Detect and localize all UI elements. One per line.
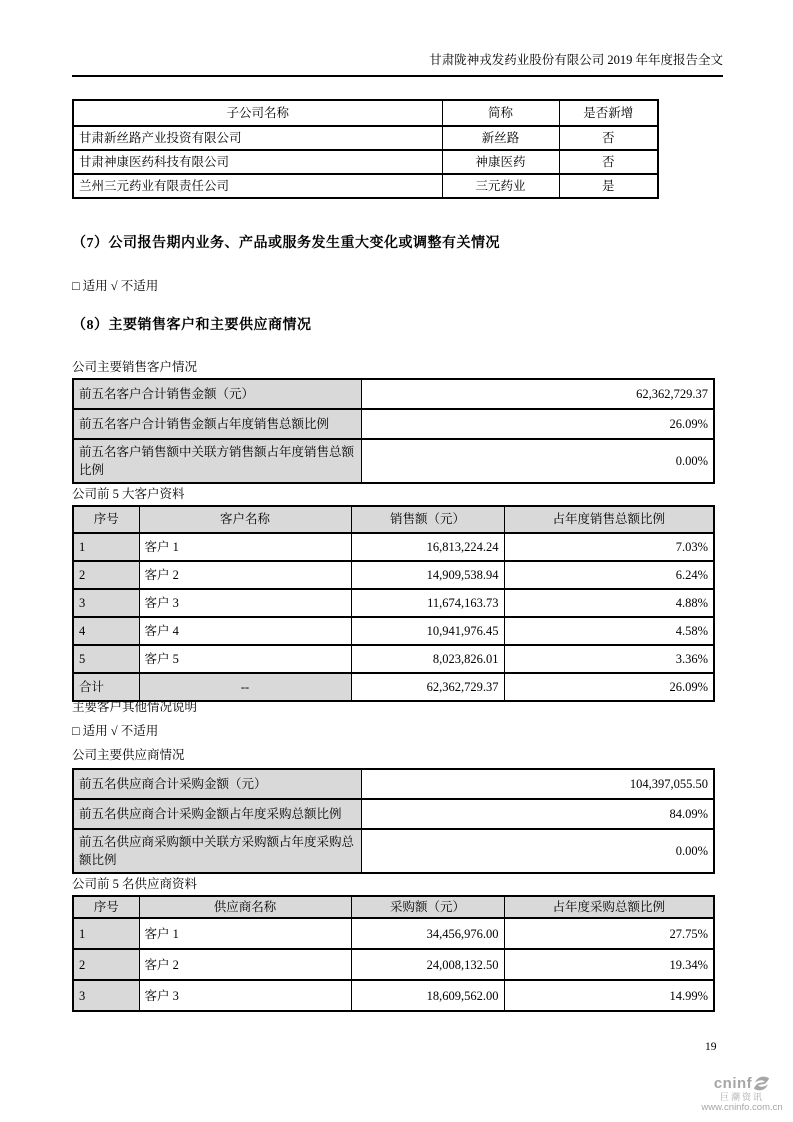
customers-caption: 公司主要销售客户情况: [72, 360, 198, 374]
supplier-name-cell: 客户 2: [139, 949, 351, 980]
purchase-ratio-cell: 19.34%: [504, 949, 714, 980]
top5-customers-table: [72, 505, 715, 702]
sales-ratio-cell: 7.03%: [504, 533, 714, 561]
page-number: 19: [705, 1041, 717, 1053]
table-cell: 神康医药: [442, 150, 559, 174]
table-row: [73, 126, 658, 150]
table-row: [73, 150, 658, 174]
table-row: [73, 769, 714, 799]
sales-amount-cell: 11,674,163.73: [351, 589, 504, 617]
section-7-applicability: □ 适用 √ 不适用: [72, 279, 159, 293]
total-label-cell: 合计: [73, 673, 139, 701]
summary-label-cell: 前五名客户合计销售金额占年度销售总额比例: [73, 409, 361, 439]
table-row: [73, 645, 714, 673]
suppliers-caption: 公司主要供应商情况: [72, 748, 185, 762]
table-cell: 否: [559, 126, 658, 150]
customer-name-cell: 客户 5: [139, 645, 351, 673]
table-header-row: [73, 896, 714, 918]
cninfo-logo-url: www.cninfo.com.cn: [701, 1101, 783, 1113]
sales-ratio-cell: 6.24%: [504, 561, 714, 589]
table-row: [73, 799, 714, 829]
suppliers-summary-table: [72, 768, 715, 874]
top5-customers-caption: 公司前 5 大客户资料: [72, 487, 185, 501]
table-header-cell: 序号: [73, 896, 139, 918]
summary-label-cell: 前五名供应商合计采购金额（元）: [73, 769, 361, 799]
total-name-cell: --: [139, 673, 351, 701]
table-cell: 甘肃神康医药科技有限公司: [73, 150, 442, 174]
summary-value-cell: 0.00%: [361, 439, 714, 483]
summary-value-cell: 104,397,055.50: [361, 769, 714, 799]
purchase-ratio-cell: 27.75%: [504, 918, 714, 949]
table-cell: 新丝路: [442, 126, 559, 150]
table-row: [73, 918, 714, 949]
table-header-row: [73, 506, 714, 533]
sales-amount-cell: 14,909,538.94: [351, 561, 504, 589]
customers-summary-table: [72, 378, 715, 484]
supplier-name-cell: 客户 3: [139, 980, 351, 1011]
summary-value-cell: 26.09%: [361, 409, 714, 439]
sales-amount-cell: 10,941,976.45: [351, 617, 504, 645]
table-header-row: [73, 100, 658, 126]
table-cell: 三元药业: [442, 174, 559, 198]
table-header-cell: 销售额（元）: [351, 506, 504, 533]
purchase-amount-cell: 18,609,562.00: [351, 980, 504, 1011]
subsidiaries-table: [72, 99, 659, 199]
sales-amount-cell: 16,813,224.24: [351, 533, 504, 561]
row-index-cell: 2: [73, 949, 139, 980]
customers-note-applicability: □ 适用 √ 不适用: [72, 724, 159, 738]
customer-name-cell: 客户 1: [139, 533, 351, 561]
cninfo-logo-cn-name: 巨潮资讯: [719, 1092, 764, 1103]
summary-value-cell: 0.00%: [361, 829, 714, 873]
sales-ratio-cell: 4.88%: [504, 589, 714, 617]
table-row: [73, 980, 714, 1011]
top5-suppliers-table: [72, 895, 715, 1012]
cninfo-logo-brand-line: [694, 1074, 790, 1092]
table-header-cell: 客户名称: [139, 506, 351, 533]
page-header-title: 甘肃陇神戎发药业股份有限公司 2019 年年度报告全文: [429, 53, 723, 67]
table-cell: 否: [559, 150, 658, 174]
customer-name-cell: 客户 2: [139, 561, 351, 589]
table-row: [73, 174, 658, 198]
row-index-cell: 1: [73, 918, 139, 949]
sales-ratio-cell: 4.58%: [504, 617, 714, 645]
summary-label-cell: 前五名客户销售额中关联方销售额占年度销售总额比例: [73, 439, 361, 483]
summary-label-cell: 前五名供应商采购额中关联方采购额占年度采购总额比例: [73, 829, 361, 873]
summary-label-cell: 前五名客户合计销售金额（元）: [73, 379, 361, 409]
top5-suppliers-caption: 公司前 5 名供应商资料: [72, 877, 198, 891]
table-header-cell: 是否新增: [559, 100, 658, 126]
table-header-cell: 序号: [73, 506, 139, 533]
cninfo-swirl-icon: [752, 1074, 770, 1091]
sales-amount-cell: 8,023,826.01: [351, 645, 504, 673]
table-header-cell: 简称: [442, 100, 559, 126]
table-cell: 兰州三元药业有限责任公司: [73, 174, 442, 198]
table-row: [73, 379, 714, 409]
table-cell: 甘肃新丝路产业投资有限公司: [73, 126, 442, 150]
total-amount-cell: 62,362,729.37: [351, 673, 504, 701]
customers-note-caption: 主要客户其他情况说明: [72, 700, 198, 714]
table-row: [73, 617, 714, 645]
supplier-name-cell: 客户 1: [139, 918, 351, 949]
page-header: [72, 50, 723, 77]
row-index-cell: 3: [73, 589, 139, 617]
summary-value-cell: 84.09%: [361, 799, 714, 829]
total-ratio-cell: 26.09%: [504, 673, 714, 701]
table-cell: 是: [559, 174, 658, 198]
row-index-cell: 1: [73, 533, 139, 561]
table-header-cell: 占年度销售总额比例: [504, 506, 714, 533]
cninfo-logo-text: cninf: [713, 1074, 753, 1092]
purchase-amount-cell: 24,008,132.50: [351, 949, 504, 980]
table-header-cell: 子公司名称: [73, 100, 442, 126]
customer-name-cell: 客户 3: [139, 589, 351, 617]
row-index-cell: 5: [73, 645, 139, 673]
cninfo-logo: [694, 1074, 790, 1114]
sales-ratio-cell: 3.36%: [504, 645, 714, 673]
purchase-amount-cell: 34,456,976.00: [351, 918, 504, 949]
table-row: [73, 409, 714, 439]
table-row: [73, 949, 714, 980]
section-8-heading: （8）主要销售客户和主要供应商情况: [72, 318, 312, 333]
table-row: [73, 561, 714, 589]
table-row: [73, 589, 714, 617]
table-header-cell: 占年度采购总额比例: [504, 896, 714, 918]
purchase-ratio-cell: 14.99%: [504, 980, 714, 1011]
table-row: [73, 533, 714, 561]
section-7-heading: （7）公司报告期内业务、产品或服务发生重大变化或调整有关情况: [72, 236, 500, 251]
table-header-cell: 供应商名称: [139, 896, 351, 918]
table-row: [73, 829, 714, 873]
customer-name-cell: 客户 4: [139, 617, 351, 645]
summary-label-cell: 前五名供应商合计采购金额占年度采购总额比例: [73, 799, 361, 829]
table-row: [73, 439, 714, 483]
table-header-cell: 采购额（元）: [351, 896, 504, 918]
row-index-cell: 2: [73, 561, 139, 589]
row-index-cell: 3: [73, 980, 139, 1011]
row-index-cell: 4: [73, 617, 139, 645]
summary-value-cell: 62,362,729.37: [361, 379, 714, 409]
